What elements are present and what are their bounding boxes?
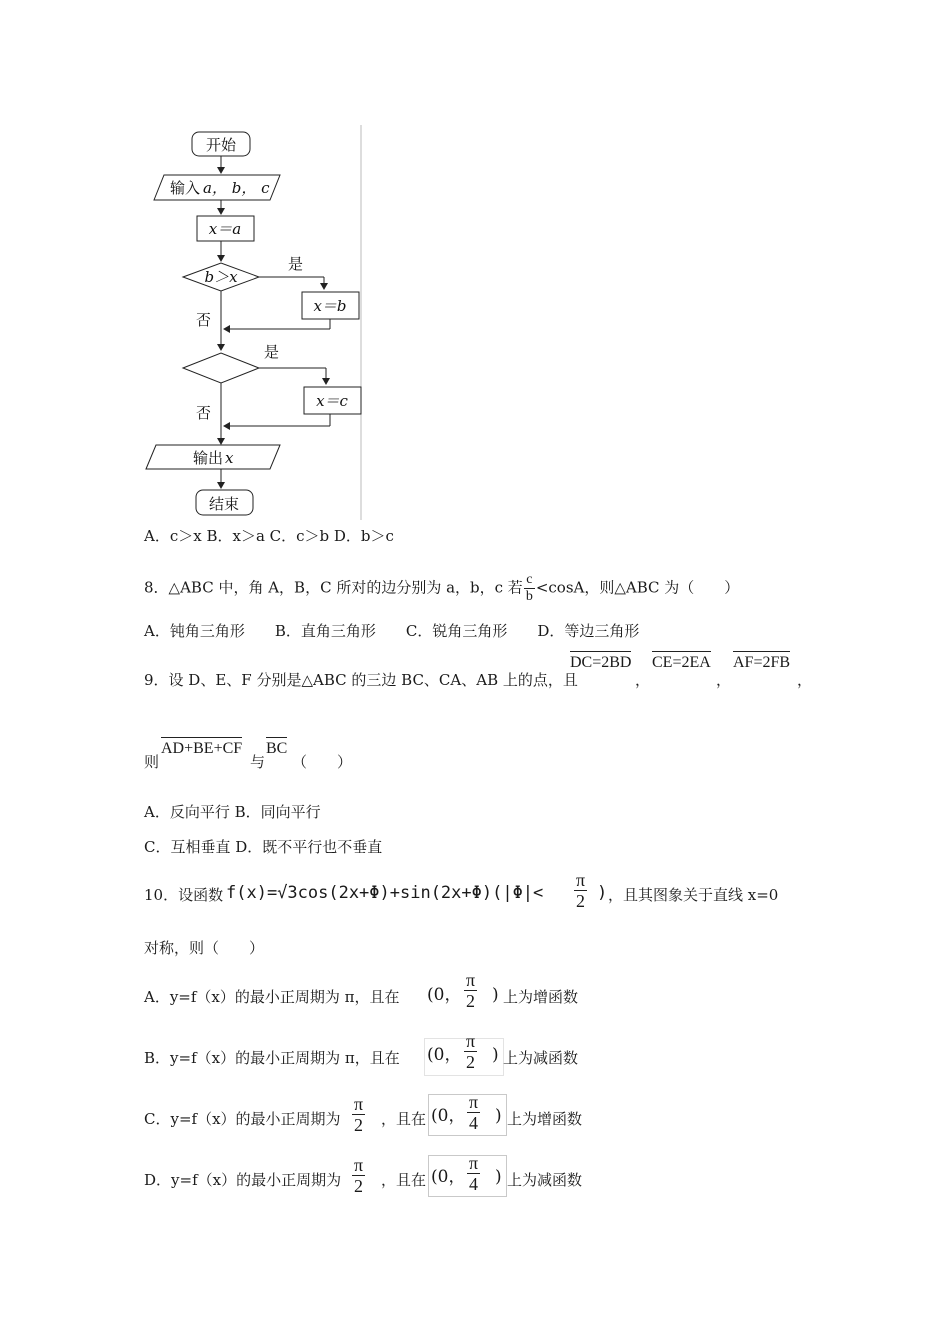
q10-option-d-period: [352, 1155, 365, 1196]
q10-option-d-interval-frac: [467, 1153, 480, 1194]
q10-option-a-interval-close: ): [492, 985, 499, 1005]
q10-fraction: [574, 870, 587, 911]
q10-option-a-2: 2: [466, 991, 476, 1011]
q10-option-d-interval-open: (0，: [431, 1167, 466, 1187]
q9-eq1-vector: DC=2BD: [570, 651, 631, 671]
q9-line2-prefix: 则: [144, 753, 160, 771]
q10-function: f(x)=√3cos(2x+Φ)+sin(2x+Φ)(|Φ|<: [226, 883, 544, 903]
q10-fraction-2: 2: [576, 891, 586, 911]
q10-stem-line2: 对称，则（ ）: [144, 939, 265, 957]
q10-option-c-fraction: [467, 1092, 480, 1133]
q9-bc-vector: BC: [266, 737, 287, 757]
q10-option-b-interval-frac: [464, 1031, 477, 1072]
q10-option-c-period-2: 2: [354, 1115, 364, 1135]
q9-options-line1: A．反向平行 B．同向平行: [144, 803, 321, 821]
q10-option-a-interval-open: (0，: [427, 985, 462, 1005]
q10-option-b-2: 2: [466, 1052, 476, 1072]
q9-comma-2: ，: [716, 671, 732, 689]
q9-with: 与: [250, 753, 266, 771]
input-label: 输入 a， b， c: [170, 179, 270, 197]
q10-option-b-pi: π: [466, 1031, 476, 1051]
q10-option-d-interval-close: ): [495, 1167, 502, 1187]
q9-paren: （ ）: [292, 753, 353, 771]
q9-stem: 9．设 D、E、F 分别是△ABC 的三边 BC、CA、AB 上的点，且: [144, 671, 578, 689]
q10-stem-end: ，且其图象关于直线 x=0: [608, 886, 779, 904]
q10-option-c-and: ，且在: [381, 1110, 427, 1128]
no-1-label: 否: [196, 311, 212, 329]
q10-option-d-4: 4: [469, 1174, 479, 1194]
q10-pi-over-2: [574, 870, 587, 911]
q10-option-d-period-fraction: [352, 1155, 365, 1196]
q10-option-d-text: D．y=f（x）的最小正周期为: [144, 1171, 342, 1189]
q9-eq3: [733, 654, 790, 672]
q10-option-c-pi: π: [469, 1092, 479, 1112]
q10-option-c-text: C．y=f（x）的最小正周期为: [144, 1110, 341, 1128]
q9-comma-1: ，: [635, 671, 651, 689]
q10-option-c-end: 上为增函数: [507, 1110, 583, 1128]
q9-eq2-vector: CE=2EA: [652, 651, 711, 671]
q9-sum-vector: AD+BE+CF: [161, 737, 242, 757]
assign-x-c-label: x＝c: [316, 392, 348, 410]
q10-fraction-pi: π: [576, 870, 586, 890]
assign-x-a-label: x＝a: [208, 220, 242, 238]
q10-option-d-fraction: [467, 1153, 480, 1194]
q10-function-close: ): [597, 883, 608, 903]
q9-comma-3: ，: [797, 671, 813, 689]
q8-options: A．钝角三角形 B．直角三角形 C．锐角三角形 D．等边三角形: [144, 622, 640, 640]
q9-eq1: [570, 654, 631, 672]
q10-option-b-fraction: [464, 1031, 477, 1072]
q9-eq2: [652, 654, 711, 672]
q10-option-c-interval-close: ): [495, 1106, 502, 1126]
q10-option-b-end: 上为减函数: [503, 1049, 579, 1067]
q10-option-b-interval-open: (0，: [427, 1045, 462, 1065]
q10-option-a-pi: π: [466, 970, 476, 990]
q9-bc: [266, 740, 287, 758]
q10-option-c-interval-open: (0，: [431, 1106, 466, 1126]
q8-stem-start: 8．△ABC 中，角 A，B，C 所对的边分别为 a，b，c 若: [144, 578, 523, 597]
q10-option-a-interval-frac: [464, 970, 477, 1011]
q9-eq3-vector: AF=2FB: [733, 651, 790, 671]
condition-2-diamond: [183, 353, 259, 383]
q10-stem-start: 10．设函数: [144, 886, 224, 904]
condition-1-label: b＞x: [204, 268, 238, 286]
q10-option-c-period-pi: π: [354, 1094, 364, 1114]
q9-sum: [161, 740, 242, 758]
q10-option-a-fraction: [464, 970, 477, 1011]
start-label: 开始: [205, 136, 237, 154]
q9-options-line2: C．互相垂直 D．既不平行也不垂直: [144, 838, 383, 856]
q10-option-a-text: A．y=f（x）的最小正周期为 π，且在: [144, 988, 400, 1006]
q10-option-c-period-fraction: [352, 1094, 365, 1135]
q8-fraction-numerator: c: [524, 572, 535, 589]
end-label: 结束: [208, 495, 240, 513]
assign-x-b-label: x＝b: [313, 297, 347, 315]
output-label: 输出 x: [193, 449, 234, 467]
yes-2-label: 是: [264, 343, 280, 361]
q10-option-b-interval-close: ): [492, 1045, 499, 1065]
no-2-label: 否: [196, 404, 212, 422]
q10-option-c-4: 4: [469, 1113, 479, 1133]
q10-option-d-period-pi: π: [354, 1155, 364, 1175]
q10-option-c-period: [352, 1094, 365, 1135]
yes-1-label: 是: [288, 255, 304, 273]
flowchart: [140, 125, 370, 525]
q8-fraction: [524, 572, 535, 605]
q8-stem: [144, 572, 739, 605]
q10-option-b-text: B．y=f（x）的最小正周期为 π，且在: [144, 1049, 400, 1067]
q10-option-d-and: ，且在: [381, 1171, 427, 1189]
q7-options: A．c＞x B．x＞a C．c＞b D．b＞c: [144, 527, 394, 545]
q10-option-d-period-2: 2: [354, 1176, 364, 1196]
q10-option-a-end: 上为增函数: [503, 988, 579, 1006]
q10-option-c-interval-frac: [467, 1092, 480, 1133]
q10-option-d-pi: π: [469, 1153, 479, 1173]
q8-stem-end: <cosA，则△ABC 为（ ）: [535, 578, 740, 597]
q10-option-d-end: 上为减函数: [507, 1171, 583, 1189]
q8-fraction-denominator: b: [525, 589, 533, 604]
